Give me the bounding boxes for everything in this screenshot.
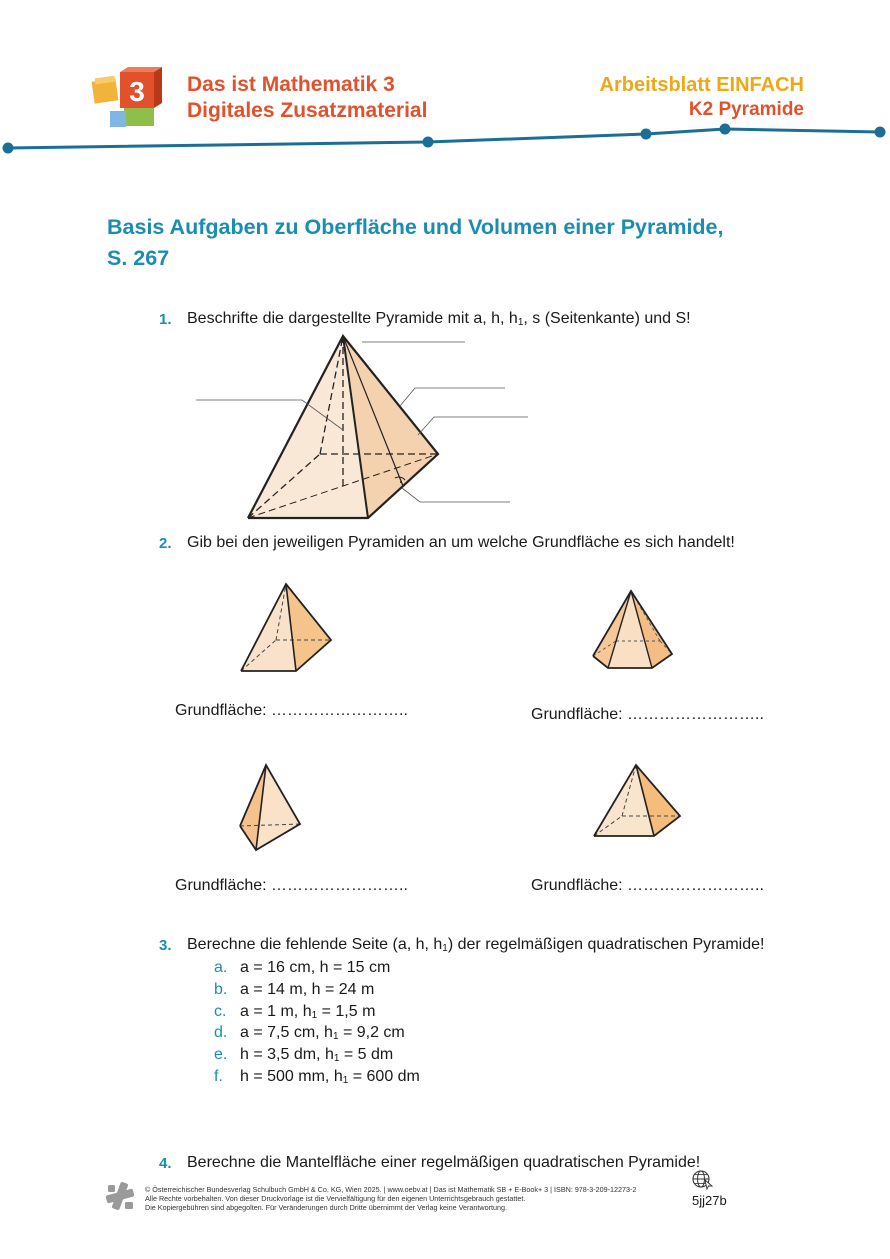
- task-1-text: Beschrifte die dargestellte Pyramide mit a, h, $h_1$, s (Seitenkante) und S!: [187, 310, 691, 328]
- task-2-text: Gib bei den jeweiligen Pyramiden an um welche Grundfläche es sich handelt!: [187, 534, 735, 551]
- header-divider-line: [0, 118, 890, 160]
- task-4-text: Berechne die Mantelfläche einer regelmäßigen quadratischen Pyramide!: [187, 1154, 701, 1171]
- main-pyramid-figure: [190, 330, 535, 525]
- answer-line-square[interactable]: Grundfläche: ……………………..: [175, 702, 408, 719]
- answer-line-rectangle[interactable]: Grundfläche: ……………………..: [531, 877, 764, 894]
- task-3a-text: a = 16 cm, h = 15 cm: [240, 959, 391, 976]
- answer-line-hexagon[interactable]: Grundfläche: ……………………..: [531, 706, 764, 723]
- task-3e-label: e.: [214, 1046, 228, 1063]
- copyright-notice: © Österreichischer Bundesverlag Schulbuch GmbH & Co. KG, Wien 2025. | www.oebv.at | Das ist Mathematik SB + E-Book+ 3 | ISBN: 978-3-209-12273-2 Alle Rechte vorbehalten. Von dieser Druckvorlage ist die Vervielfältigung für den eigenen Unterrichtsgebrauch gestattet. Die Kopiergebühren sind abgegolten. Für Veränderungen durch Dritte übernimmt der Verlag keine Verantwortung.: [145, 1185, 637, 1212]
- task-1-number: 1.: [159, 311, 172, 328]
- triangular-pyramid-figure: [234, 760, 306, 856]
- task-3c-text: a = 1 m, $h_1 = 1,5$ m: [240, 1003, 376, 1021]
- svg-text:3: 3: [129, 76, 145, 107]
- task-3a-label: a.: [214, 959, 228, 976]
- task-3-text: Berechne die fehlende Seite (a, h, $h_1$) der regelmäßigen quadratischen Pyramide!: [187, 936, 765, 954]
- answer-line-triangle[interactable]: Grundfläche: ……………………..: [175, 877, 408, 894]
- page-title: Basis Aufgaben zu Oberfläche und Volumen einer Pyramide, S. 267: [107, 215, 724, 270]
- task-3c-label: c.: [214, 1003, 227, 1020]
- brand-title: Das ist Mathematik 3 Digitales Zusatzmaterial: [187, 73, 428, 122]
- task-2-number: 2.: [159, 535, 172, 552]
- task-3b-label: b.: [214, 981, 228, 998]
- hexagonal-pyramid-figure: [588, 586, 678, 672]
- rectangular-pyramid-figure: [590, 760, 685, 842]
- task-3f-text: h = 500 mm, $h_1 = 600$ dm: [240, 1068, 420, 1086]
- task-3e-text: h = 3,5 dm, $h_1 = 5$ dm: [240, 1046, 394, 1064]
- task-4-number: 4.: [159, 1155, 172, 1172]
- task-3d-text: a = 7,5 cm, $h_1 = 9,2$ cm: [240, 1024, 405, 1042]
- publisher-logo-icon: [103, 1180, 137, 1212]
- sheet-topic: K2 Pyramide: [688, 99, 804, 120]
- sheet-type: Arbeitsblatt EINFACH: [599, 74, 804, 96]
- task-3b-text: a = 14 m, h = 24 m: [240, 981, 375, 998]
- task-3-number: 3.: [159, 937, 172, 954]
- online-code[interactable]: 5jj27b: [692, 1193, 727, 1208]
- square-pyramid-figure: [236, 580, 336, 676]
- task-3d-label: d.: [214, 1024, 228, 1041]
- task-3f-label: f.: [214, 1068, 223, 1085]
- globe-link-icon[interactable]: [690, 1168, 714, 1190]
